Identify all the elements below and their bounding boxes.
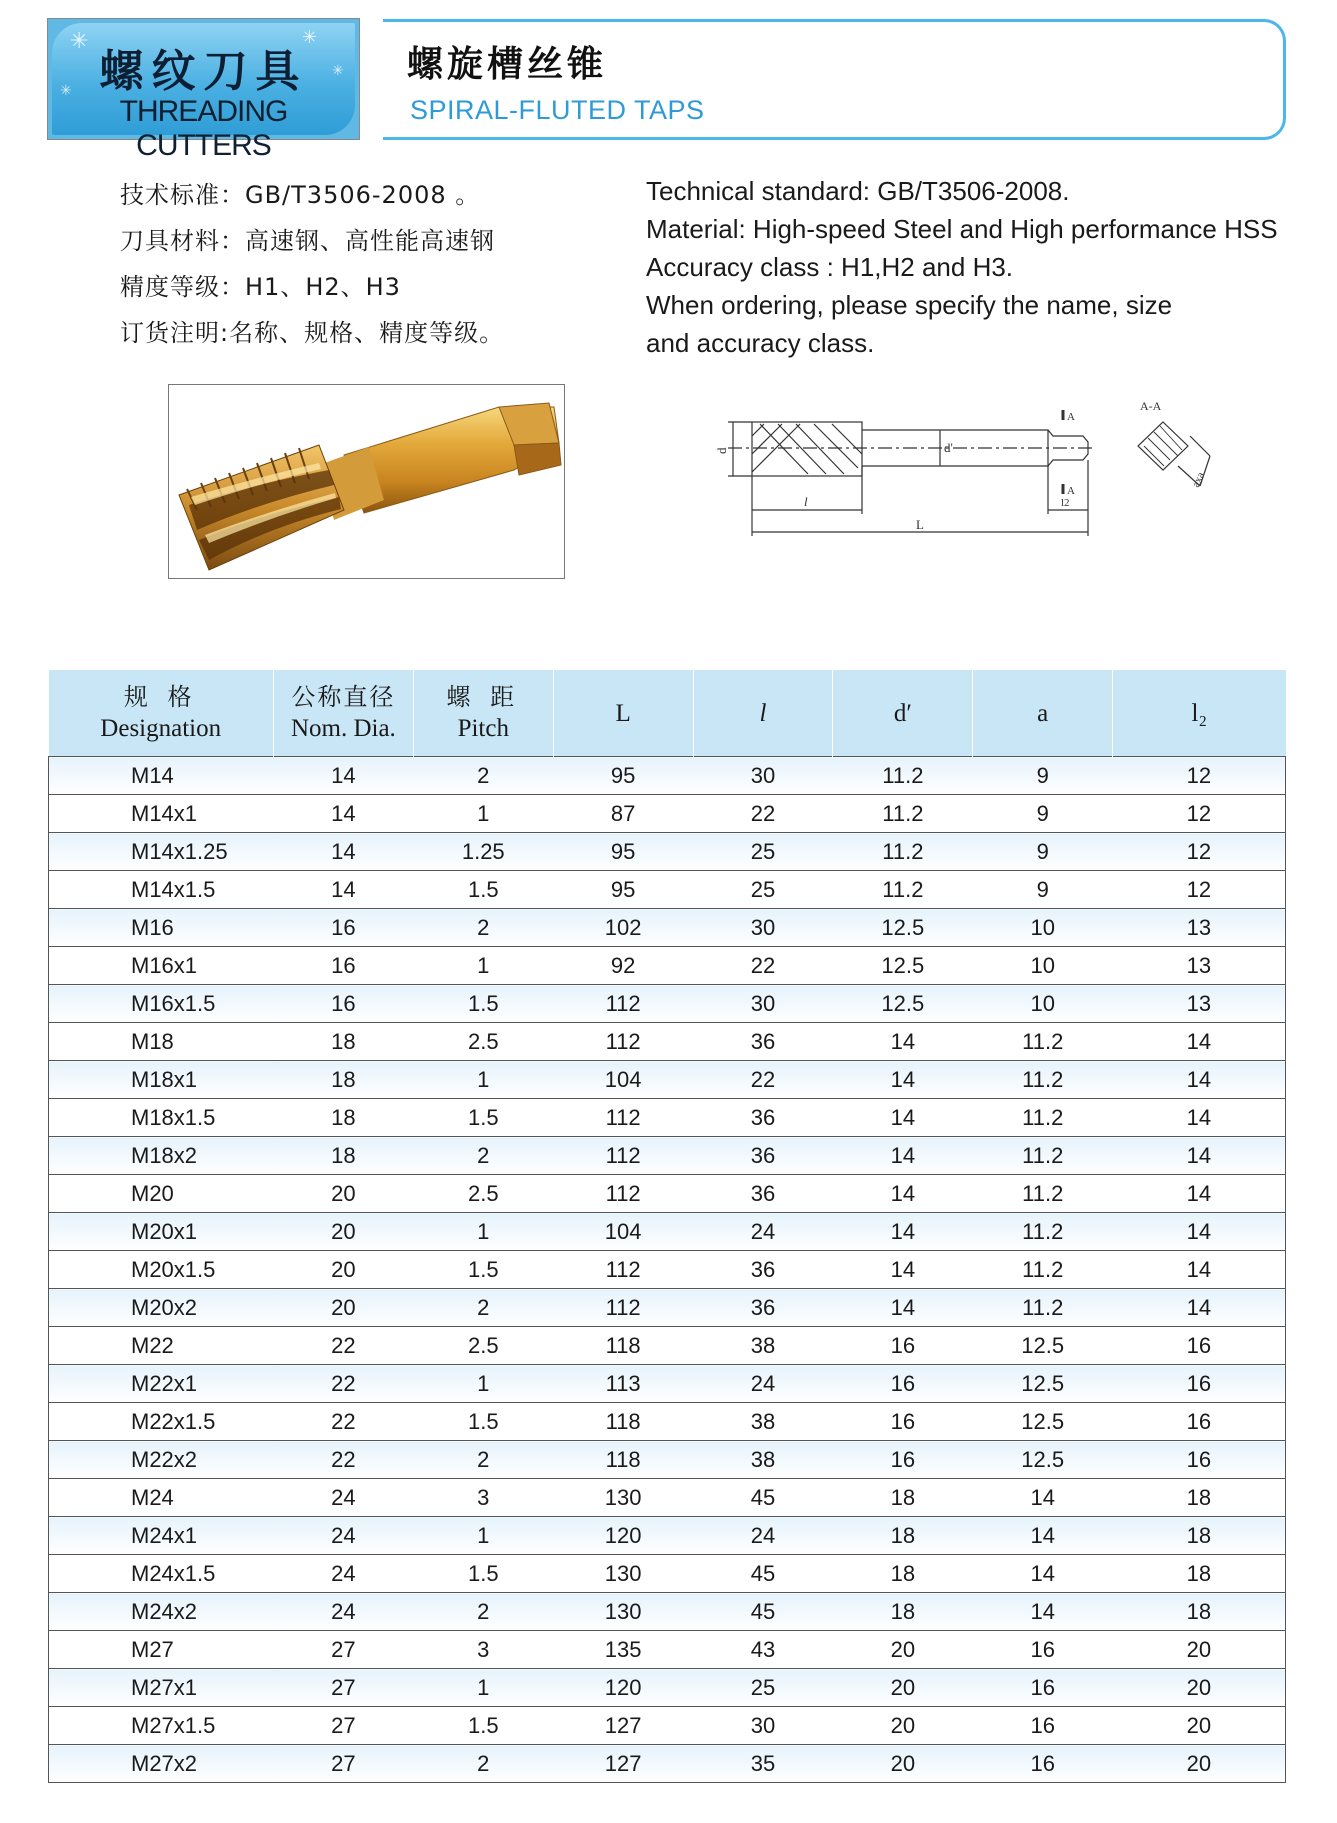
cell-a: 16 xyxy=(973,1707,1113,1745)
table-row xyxy=(49,1479,1286,1517)
cell-l: 36 xyxy=(693,1251,833,1289)
table-row xyxy=(49,833,1286,871)
cell-designation: M20x1.5 xyxy=(49,1251,274,1289)
cell-L: 118 xyxy=(553,1441,693,1479)
tap-dimension-drawing xyxy=(708,396,1218,546)
cell-pitch: 2.5 xyxy=(413,1023,553,1061)
table-row xyxy=(49,1175,1286,1213)
table-row xyxy=(49,871,1286,909)
cell-pitch: 3 xyxy=(413,1631,553,1669)
cell-L: 104 xyxy=(553,1213,693,1251)
product-photo xyxy=(168,384,565,579)
spec-line-zh: 技术标准：GB/T3506-2008 。 xyxy=(120,181,481,209)
cell-pitch: 1 xyxy=(413,1213,553,1251)
cell-designation: M14x1.5 xyxy=(49,871,274,909)
dim-l-label: l xyxy=(804,494,808,509)
cell-l2: 18 xyxy=(1113,1479,1286,1517)
table-row xyxy=(49,757,1286,795)
table-row xyxy=(49,1517,1286,1555)
cell-d-prime: 18 xyxy=(833,1555,973,1593)
cell-nom-dia: 16 xyxy=(273,947,413,985)
cell-designation: M22 xyxy=(49,1327,274,1365)
cell-pitch: 1.5 xyxy=(413,1555,553,1593)
cell-a: 9 xyxy=(973,757,1113,795)
cell-designation: M27x1 xyxy=(49,1669,274,1707)
cell-nom-dia: 22 xyxy=(273,1403,413,1441)
table-row xyxy=(49,1707,1286,1745)
cell-d-prime: 20 xyxy=(833,1745,973,1783)
cell-a: 11.2 xyxy=(973,1137,1113,1175)
cell-designation: M22x1.5 xyxy=(49,1403,274,1441)
cell-l2: 14 xyxy=(1113,1175,1286,1213)
cell-d-prime: 16 xyxy=(833,1327,973,1365)
cell-l2: 20 xyxy=(1113,1707,1286,1745)
cell-pitch: 2 xyxy=(413,1137,553,1175)
table-row xyxy=(49,1669,1286,1707)
cell-L: 112 xyxy=(553,1289,693,1327)
cell-nom-dia: 27 xyxy=(273,1745,413,1783)
spec-line-en: When ordering, please specify the name, size xyxy=(646,290,1173,320)
cell-l2: 16 xyxy=(1113,1327,1286,1365)
cell-l: 30 xyxy=(693,985,833,1023)
sparkle-icon: ✳ xyxy=(332,63,344,79)
page-title-zh: 螺旋槽丝锥 xyxy=(407,44,608,85)
category-title-zh: 螺纹刀具 xyxy=(99,46,308,97)
cell-nom-dia: 22 xyxy=(273,1327,413,1365)
cell-L: 112 xyxy=(553,1137,693,1175)
cell-pitch: 1 xyxy=(413,947,553,985)
cell-l: 36 xyxy=(693,1289,833,1327)
table-row xyxy=(49,1441,1286,1479)
spec-line-en: Technical standard: GB/T3506-2008. xyxy=(646,176,1070,206)
cell-L: 120 xyxy=(553,1669,693,1707)
cell-l: 25 xyxy=(693,833,833,871)
cell-d-prime: 14 xyxy=(833,1137,973,1175)
cell-L: 120 xyxy=(553,1517,693,1555)
cell-l: 30 xyxy=(693,909,833,947)
cell-L: 104 xyxy=(553,1061,693,1099)
cell-designation: M22x2 xyxy=(49,1441,274,1479)
cell-d-prime: 11.2 xyxy=(833,871,973,909)
table-row xyxy=(49,1061,1286,1099)
cell-designation: M20 xyxy=(49,1175,274,1213)
cell-l2: 14 xyxy=(1113,1061,1286,1099)
cell-designation: M27x2 xyxy=(49,1745,274,1783)
cell-l: 38 xyxy=(693,1403,833,1441)
cell-pitch: 2.5 xyxy=(413,1327,553,1365)
cell-L: 118 xyxy=(553,1403,693,1441)
table-row xyxy=(49,1023,1286,1061)
cell-l: 36 xyxy=(693,1175,833,1213)
cell-a: 14 xyxy=(973,1555,1113,1593)
cell-nom-dia: 22 xyxy=(273,1365,413,1403)
cell-d-prime: 14 xyxy=(833,1175,973,1213)
cell-nom-dia: 14 xyxy=(273,795,413,833)
cell-pitch: 1 xyxy=(413,795,553,833)
cell-L: 112 xyxy=(553,985,693,1023)
cell-pitch: 1.5 xyxy=(413,1707,553,1745)
cell-nom-dia: 16 xyxy=(273,985,413,1023)
cell-nom-dia: 18 xyxy=(273,1137,413,1175)
cell-pitch: 1.5 xyxy=(413,871,553,909)
cell-pitch: 1.5 xyxy=(413,1403,553,1441)
col-header-d-prime: d′ xyxy=(833,670,973,757)
cell-l2: 16 xyxy=(1113,1365,1286,1403)
cell-l: 35 xyxy=(693,1745,833,1783)
sparkle-icon: ✳ xyxy=(60,83,72,99)
cell-nom-dia: 24 xyxy=(273,1517,413,1555)
table-row xyxy=(49,1745,1286,1783)
cell-designation: M20x2 xyxy=(49,1289,274,1327)
cell-L: 135 xyxy=(553,1631,693,1669)
cell-a: 14 xyxy=(973,1479,1113,1517)
dim-d-label: d xyxy=(714,447,729,454)
cell-d-prime: 11.2 xyxy=(833,795,973,833)
cell-designation: M18x2 xyxy=(49,1137,274,1175)
dim-d-prime-label: d' xyxy=(944,440,953,455)
cell-a: 11.2 xyxy=(973,1175,1113,1213)
table-row xyxy=(49,985,1286,1023)
cell-designation: M18x1 xyxy=(49,1061,274,1099)
cell-d-prime: 14 xyxy=(833,1251,973,1289)
cell-l2: 14 xyxy=(1113,1023,1286,1061)
cell-l2: 14 xyxy=(1113,1099,1286,1137)
cell-L: 118 xyxy=(553,1327,693,1365)
cell-pitch: 2 xyxy=(413,757,553,795)
cell-L: 112 xyxy=(553,1023,693,1061)
cell-l: 24 xyxy=(693,1365,833,1403)
page-title-en: SPIRAL-FLUTED TAPS xyxy=(410,95,705,125)
cell-a: 11.2 xyxy=(973,1251,1113,1289)
spec-line-en: Accuracy class : H1,H2 and H3. xyxy=(646,252,1014,282)
col-header-pitch: 螺 距 Pitch xyxy=(413,670,553,757)
cell-pitch: 1 xyxy=(413,1517,553,1555)
cell-d-prime: 20 xyxy=(833,1669,973,1707)
technical-drawing xyxy=(708,396,1218,546)
cell-d-prime: 14 xyxy=(833,1099,973,1137)
cut-label-top: A xyxy=(1067,411,1075,423)
section-label: A-A xyxy=(1140,399,1162,413)
cell-d-prime: 16 xyxy=(833,1403,973,1441)
cell-nom-dia: 16 xyxy=(273,909,413,947)
cell-d-prime: 12.5 xyxy=(833,947,973,985)
cell-L: 130 xyxy=(553,1479,693,1517)
cell-l: 22 xyxy=(693,947,833,985)
cell-L: 92 xyxy=(553,947,693,985)
sparkle-icon: ✳ xyxy=(70,29,89,54)
cell-pitch: 2.5 xyxy=(413,1175,553,1213)
cell-pitch: 2 xyxy=(413,909,553,947)
cell-l: 36 xyxy=(693,1137,833,1175)
cell-designation: M14x1 xyxy=(49,795,274,833)
spec-line-en: Material: High-speed Steel and High performance HSS xyxy=(646,214,1278,244)
cell-l2: 18 xyxy=(1113,1555,1286,1593)
cell-nom-dia: 20 xyxy=(273,1175,413,1213)
cell-a: 10 xyxy=(973,947,1113,985)
cell-designation: M14x1.25 xyxy=(49,833,274,871)
col-header-nom-dia: 公称直径 Nom. Dia. xyxy=(273,670,413,757)
table-row xyxy=(49,909,1286,947)
dim-L-label: L xyxy=(916,517,924,532)
col-header-L: L xyxy=(553,670,693,757)
cell-d-prime: 14 xyxy=(833,1213,973,1251)
cell-l: 36 xyxy=(693,1099,833,1137)
cell-nom-dia: 27 xyxy=(273,1707,413,1745)
badge-background xyxy=(52,23,355,162)
cell-a: 9 xyxy=(973,795,1113,833)
cell-pitch: 2 xyxy=(413,1289,553,1327)
cell-nom-dia: 20 xyxy=(273,1289,413,1327)
spec-line-zh: 刀具材料：高速钢、高性能高速钢 xyxy=(120,227,495,255)
cell-l2: 20 xyxy=(1113,1669,1286,1707)
spec-line-zh: 精度等级：H1、H2、H3 xyxy=(120,273,401,301)
cell-pitch: 1.5 xyxy=(413,1099,553,1137)
cell-l: 25 xyxy=(693,1669,833,1707)
cell-d-prime: 14 xyxy=(833,1023,973,1061)
cell-l: 38 xyxy=(693,1327,833,1365)
cell-L: 102 xyxy=(553,909,693,947)
cell-d-prime: 18 xyxy=(833,1517,973,1555)
cell-L: 130 xyxy=(553,1555,693,1593)
cell-d-prime: 20 xyxy=(833,1707,973,1745)
cell-designation: M14 xyxy=(49,757,274,795)
cell-designation: M18x1.5 xyxy=(49,1099,274,1137)
cell-nom-dia: 18 xyxy=(273,1023,413,1061)
cell-pitch: 1 xyxy=(413,1669,553,1707)
cell-designation: M18 xyxy=(49,1023,274,1061)
cell-L: 112 xyxy=(553,1099,693,1137)
cell-L: 130 xyxy=(553,1593,693,1631)
cell-l2: 12 xyxy=(1113,833,1286,871)
specs-english xyxy=(646,172,1278,362)
cell-L: 95 xyxy=(553,757,693,795)
cell-pitch: 2 xyxy=(413,1593,553,1631)
cell-a: 11.2 xyxy=(973,1061,1113,1099)
col-header-l2: l₂ xyxy=(1113,670,1286,757)
category-title-en: THREADING CUTTERS xyxy=(119,95,288,162)
col-header-l: l xyxy=(693,670,833,757)
cell-designation: M24x1.5 xyxy=(49,1555,274,1593)
dim-axa-label: axa xyxy=(1189,470,1208,490)
sparkle-icon: ✳ xyxy=(302,27,318,48)
cell-pitch: 2 xyxy=(413,1441,553,1479)
cell-l2: 18 xyxy=(1113,1517,1286,1555)
cell-a: 12.5 xyxy=(973,1365,1113,1403)
cell-a: 11.2 xyxy=(973,1289,1113,1327)
table-header-row xyxy=(49,670,1286,757)
cell-a: 12.5 xyxy=(973,1441,1113,1479)
cell-pitch: 3 xyxy=(413,1479,553,1517)
cell-a: 10 xyxy=(973,909,1113,947)
cell-l: 45 xyxy=(693,1593,833,1631)
cell-pitch: 1.5 xyxy=(413,1251,553,1289)
cell-nom-dia: 20 xyxy=(273,1251,413,1289)
cell-d-prime: 14 xyxy=(833,1289,973,1327)
cell-l2: 20 xyxy=(1113,1631,1286,1669)
cell-nom-dia: 14 xyxy=(273,833,413,871)
cell-l2: 13 xyxy=(1113,947,1286,985)
cell-L: 113 xyxy=(553,1365,693,1403)
cell-l2: 14 xyxy=(1113,1289,1286,1327)
table-row xyxy=(49,1213,1286,1251)
cell-l: 24 xyxy=(693,1517,833,1555)
cell-nom-dia: 14 xyxy=(273,757,413,795)
cell-L: 127 xyxy=(553,1745,693,1783)
cell-l: 45 xyxy=(693,1479,833,1517)
cell-d-prime: 16 xyxy=(833,1365,973,1403)
cell-l: 22 xyxy=(693,795,833,833)
cell-a: 16 xyxy=(973,1669,1113,1707)
cell-designation: M16 xyxy=(49,909,274,947)
table-row xyxy=(49,1137,1286,1175)
cell-nom-dia: 20 xyxy=(273,1213,413,1251)
cell-l2: 16 xyxy=(1113,1403,1286,1441)
cell-l2: 13 xyxy=(1113,909,1286,947)
table-row xyxy=(49,1327,1286,1365)
cell-L: 112 xyxy=(553,1175,693,1213)
col-header-designation: 规 格 Designation xyxy=(49,670,274,757)
spec-table xyxy=(48,670,1286,1783)
cell-a: 9 xyxy=(973,833,1113,871)
cell-L: 95 xyxy=(553,871,693,909)
cell-nom-dia: 27 xyxy=(273,1631,413,1669)
cell-designation: M22x1 xyxy=(49,1365,274,1403)
cell-l2: 16 xyxy=(1113,1441,1286,1479)
cell-designation: M20x1 xyxy=(49,1213,274,1251)
table-row xyxy=(49,1403,1286,1441)
cell-pitch: 1 xyxy=(413,1365,553,1403)
cell-d-prime: 18 xyxy=(833,1593,973,1631)
table-row xyxy=(49,1631,1286,1669)
cell-d-prime: 14 xyxy=(833,1061,973,1099)
cell-l2: 12 xyxy=(1113,795,1286,833)
title-frame-underline xyxy=(383,137,413,140)
cell-l2: 12 xyxy=(1113,757,1286,795)
cut-label-bottom: A xyxy=(1067,485,1075,497)
cell-l2: 14 xyxy=(1113,1137,1286,1175)
table-row xyxy=(49,795,1286,833)
spec-line-zh: 订货注明:名称、规格、精度等级。 xyxy=(120,319,505,347)
specs-chinese xyxy=(120,172,504,356)
cell-l: 36 xyxy=(693,1023,833,1061)
cell-a: 11.2 xyxy=(973,1099,1113,1137)
cell-nom-dia: 24 xyxy=(273,1479,413,1517)
cell-d-prime: 12.5 xyxy=(833,985,973,1023)
table-row xyxy=(49,1555,1286,1593)
table-row xyxy=(49,1593,1286,1631)
cell-d-prime: 18 xyxy=(833,1479,973,1517)
cell-l: 30 xyxy=(693,1707,833,1745)
cell-nom-dia: 24 xyxy=(273,1555,413,1593)
category-badge xyxy=(47,18,360,162)
cell-l2: 13 xyxy=(1113,985,1286,1023)
cell-pitch: 1.25 xyxy=(413,833,553,871)
cell-pitch: 1.5 xyxy=(413,985,553,1023)
cell-l: 25 xyxy=(693,871,833,909)
cell-pitch: 1 xyxy=(413,1061,553,1099)
cell-d-prime: 12.5 xyxy=(833,909,973,947)
cell-L: 127 xyxy=(553,1707,693,1745)
cell-a: 16 xyxy=(973,1631,1113,1669)
cell-nom-dia: 18 xyxy=(273,1061,413,1099)
cell-designation: M24x2 xyxy=(49,1593,274,1631)
cell-l2: 18 xyxy=(1113,1593,1286,1631)
cell-a: 16 xyxy=(973,1745,1113,1783)
cell-a: 14 xyxy=(973,1593,1113,1631)
cell-d-prime: 20 xyxy=(833,1631,973,1669)
cell-a: 10 xyxy=(973,985,1113,1023)
dim-l2-label: l2 xyxy=(1061,497,1070,509)
cell-designation: M24 xyxy=(49,1479,274,1517)
col-header-a: a xyxy=(973,670,1113,757)
cell-designation: M27x1.5 xyxy=(49,1707,274,1745)
cell-a: 12.5 xyxy=(973,1403,1113,1441)
cell-l: 24 xyxy=(693,1213,833,1251)
cell-L: 87 xyxy=(553,795,693,833)
cell-l: 30 xyxy=(693,757,833,795)
cell-designation: M16x1 xyxy=(49,947,274,985)
cell-l: 22 xyxy=(693,1061,833,1099)
table-row xyxy=(49,1099,1286,1137)
spiral-tap-image xyxy=(169,385,564,578)
cell-d-prime: 11.2 xyxy=(833,833,973,871)
table-row xyxy=(49,1251,1286,1289)
cell-nom-dia: 14 xyxy=(273,871,413,909)
cell-nom-dia: 24 xyxy=(273,1593,413,1631)
cell-l: 45 xyxy=(693,1555,833,1593)
cell-nom-dia: 27 xyxy=(273,1669,413,1707)
cell-a: 14 xyxy=(973,1517,1113,1555)
cell-L: 112 xyxy=(553,1251,693,1289)
table-row xyxy=(49,947,1286,985)
cell-L: 95 xyxy=(553,833,693,871)
cell-a: 11.2 xyxy=(973,1023,1113,1061)
cell-nom-dia: 18 xyxy=(273,1099,413,1137)
cell-designation: M16x1.5 xyxy=(49,985,274,1023)
cell-l: 38 xyxy=(693,1441,833,1479)
cell-l2: 12 xyxy=(1113,871,1286,909)
cell-nom-dia: 22 xyxy=(273,1441,413,1479)
cell-a: 11.2 xyxy=(973,1213,1113,1251)
cell-l2: 14 xyxy=(1113,1251,1286,1289)
table-row xyxy=(49,1289,1286,1327)
cell-a: 9 xyxy=(973,871,1113,909)
cell-designation: M27 xyxy=(49,1631,274,1669)
cell-a: 12.5 xyxy=(973,1327,1113,1365)
cell-l2: 20 xyxy=(1113,1745,1286,1783)
cell-d-prime: 16 xyxy=(833,1441,973,1479)
cell-l: 43 xyxy=(693,1631,833,1669)
cell-d-prime: 11.2 xyxy=(833,757,973,795)
table-row xyxy=(49,1365,1286,1403)
cell-l2: 14 xyxy=(1113,1213,1286,1251)
spec-line-en: and accuracy class. xyxy=(646,328,875,358)
cell-pitch: 2 xyxy=(413,1745,553,1783)
cell-designation: M24x1 xyxy=(49,1517,274,1555)
